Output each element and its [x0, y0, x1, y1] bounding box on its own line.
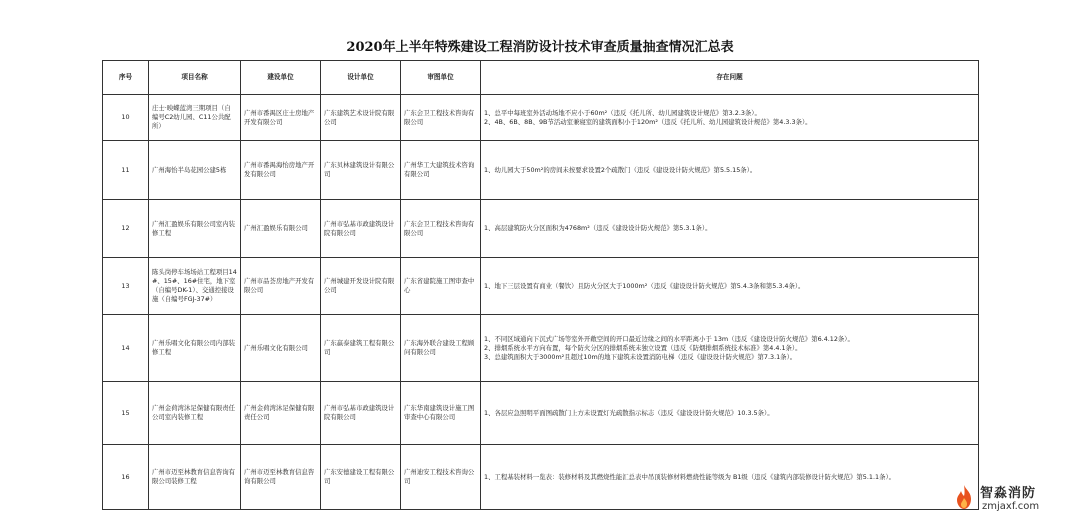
cell-issues: [481, 141, 979, 200]
cell-issues: [481, 258, 979, 315]
cell-project: 广州乐唱文化有限公司内部装修工程: [149, 315, 241, 382]
issue-line: 1、不同区域通向下沉式广场等室外开敞空间的开口最近边缘之间的水平距离小于 13m（违反《建设设计防火规范》第6.4.12条）。: [484, 334, 854, 343]
table-row: [103, 258, 979, 315]
cell-builder: 广州汇盈娱乐有限公司: [241, 200, 321, 258]
cell-reviewer: 广东会卫工程技术咨询有限公司: [401, 95, 481, 141]
issue-line: 1、工程基装材料一览表：装修材料及其燃烧性能汇总表中吊顶装修材料燃烧性能等级为 B1级（违反《建筑内部装修设计防火规范》第5.1.1条）。: [484, 472, 896, 481]
header-issues: 存在问题: [481, 61, 979, 95]
watermark-name: 智淼消防: [980, 486, 1037, 501]
issue-line: 2、排烟系统水平方向布置，每个防火分区的排烟系统未独立设置（违反《防烟排烟系统技术标准》第4.4.1条）。: [484, 343, 802, 352]
cell-issues: [481, 382, 979, 445]
issue-line: 3、总建筑面积大于3000m²且超过10m的地下建筑未设置消防电梯（违反《建设设计防火规范》第7.3.1条）。: [484, 352, 797, 361]
cell-seq: 15: [103, 382, 149, 445]
cell-reviewer: 广州迪安工程技术咨询公司: [401, 445, 481, 510]
cell-reviewer: 广东会卫工程技术咨询有限公司: [401, 200, 481, 258]
cell-seq: 12: [103, 200, 149, 258]
issue-line: 1、各层应急照明平面图疏散门上方未设置灯光疏散指示标志（违反《建设设计防火规范》10.3.5条）。: [484, 408, 774, 417]
cell-designer: 广东安德建设工程有限公司: [321, 445, 401, 510]
cell-designer: 广东贝林建筑设计有限公司: [321, 141, 401, 200]
page-title: 2020年上半年特殊建设工程消防设计技术审查质量抽查情况汇总表: [346, 40, 734, 55]
cell-seq: 14: [103, 315, 149, 382]
table-row: [103, 445, 979, 510]
watermark: [952, 480, 1062, 518]
cell-project: 广州金荷湾沐足保健有限责任公司室内装修工程: [149, 382, 241, 445]
issue-line: 2、4B、6B、8B、9B节活动室兼寝室的建筑面积小于120m²（违反《托儿所、幼儿园建筑设计规范》第4.3.3条）。: [484, 117, 812, 126]
cell-issues: [481, 200, 979, 258]
issue-line: 1、总平中每班室外活动场地不应小于60m²（违反《托儿所、幼儿园建筑设计规范》第3.2.3条）。: [484, 108, 761, 117]
cell-seq: 16: [103, 445, 149, 510]
issue-line: 1、幼儿园大于50m²的房间未按要求设置2个疏散门（违反《建设设计防火规范》第5.5.15条）。: [484, 165, 757, 174]
cell-project: 广州市迈至林教育信息咨询有限公司装修工程: [149, 445, 241, 510]
cell-reviewer: 广州华工大建筑技术咨询有限公司: [401, 141, 481, 200]
cell-builder: 广州市番禺区庄士房地产开发有限公司: [241, 95, 321, 141]
header-builder: 建设单位: [241, 61, 321, 95]
table-row: [103, 315, 979, 382]
table-row: [103, 95, 979, 141]
cell-project: 庄士·映蝶蓝湾三期项目（自编号C2幼儿园、C11公共配所）: [149, 95, 241, 141]
cell-seq: 13: [103, 258, 149, 315]
cell-designer: 广州市弘基市政建筑设计院有限公司: [321, 382, 401, 445]
cell-issues: [481, 445, 979, 510]
cell-issues: [481, 95, 979, 141]
header-designer: 设计单位: [321, 61, 401, 95]
header-reviewer: 审图单位: [401, 61, 481, 95]
cell-project: 陈头岗停车场场站工程项目14#、15#、16#住宅，地下室（自编号DK-1）、交通控接设施（自编号FGJ-37#）: [149, 258, 241, 315]
cell-builder: 广州市品荟房地产开发有限公司: [241, 258, 321, 315]
cell-seq: 11: [103, 141, 149, 200]
header-seq: 序号: [103, 61, 149, 95]
header-project: 项目名称: [149, 61, 241, 95]
table-row: [103, 141, 979, 200]
cell-reviewer: 广东省建院施工图审查中心: [401, 258, 481, 315]
cell-issues: [481, 315, 979, 382]
cell-reviewer: 广东华南建筑设计施工图审查中心有限公司: [401, 382, 481, 445]
cell-project: 广州汇盈娱乐有限公司室内装修工程: [149, 200, 241, 258]
cell-seq: 10: [103, 95, 149, 141]
cell-builder: 广州金荷湾沐足保健有限责任公司: [241, 382, 321, 445]
watermark-url: zmjaxf.com: [982, 501, 1040, 512]
issue-line: 1、地下三层设置有商业（餐饮）且防火分区大于1000m²（违反《建设设计防火规范》第5.4.3条和第5.3.4条）。: [484, 281, 805, 290]
cell-builder: 广州市迈至林教育信息咨询有限公司: [241, 445, 321, 510]
cell-designer: 广州城建开发设计院有限公司: [321, 258, 401, 315]
flame-logo-icon: [952, 484, 976, 510]
table-row: [103, 382, 979, 445]
table-row: [103, 200, 979, 258]
cell-builder: 广州乐唱文化有限公司: [241, 315, 321, 382]
cell-designer: 广东建筑艺术设计院有限公司: [321, 95, 401, 141]
inspection-table: [102, 60, 979, 510]
cell-reviewer: 广东海外联合建设工程顾问有限公司: [401, 315, 481, 382]
cell-project: 广州海怡半岛花园公建5栋: [149, 141, 241, 200]
cell-designer: 广东羸泰建筑工程有限公司: [321, 315, 401, 382]
table-header-row: [103, 61, 979, 95]
cell-designer: 广州市弘基市政建筑设计院有限公司: [321, 200, 401, 258]
issue-line: 1、高层建筑防火分区面积为4768m²（违反《建设设计防火规范》第5.3.1条）。: [484, 224, 712, 232]
cell-builder: 广州市番禺海怡房地产开发有限公司: [241, 141, 321, 200]
